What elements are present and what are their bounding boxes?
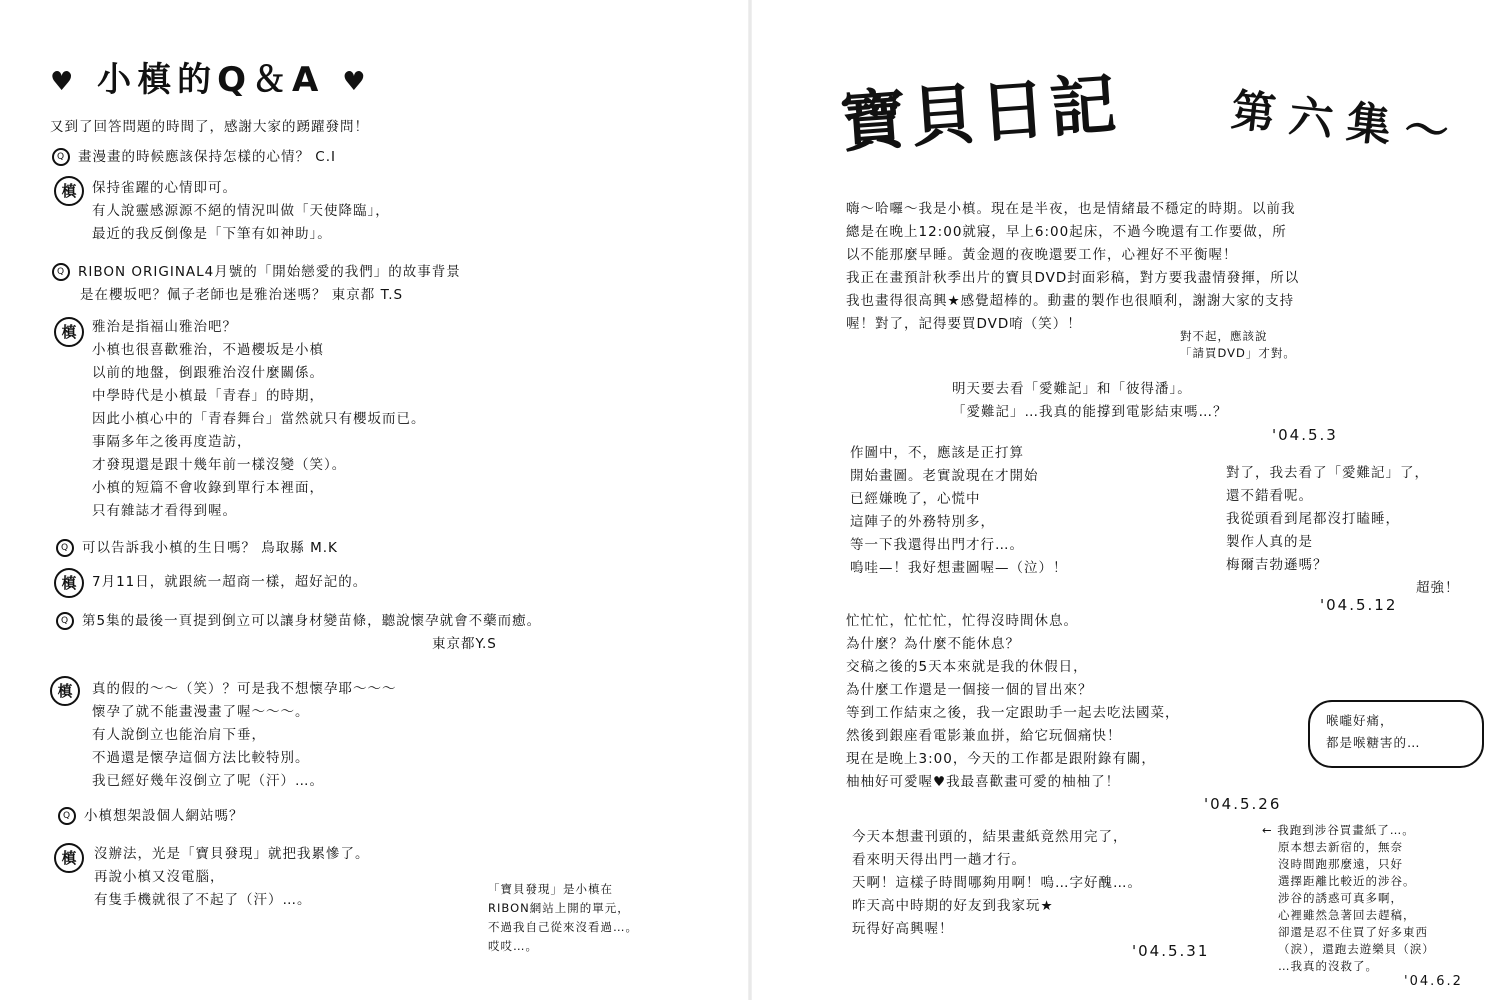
date-3: '04.5.26 xyxy=(1204,795,1282,813)
a-mark-icon: 槙 xyxy=(54,568,84,598)
qa-intro: 又到了回答問題的時間了，感謝大家的踴躍發問！ xyxy=(50,119,369,135)
diary-title-main: 寶貝日記 xyxy=(837,65,1123,162)
answer-1: 保持雀躍的心情即可。 有人說靈感源源不絕的情況叫做「天使降臨」， 最近的我反倒像是「下筆有如神助」。 xyxy=(92,180,390,242)
answer-5: 沒辦法，光是「寶貝發現」就把我累慘了。 再說小槙又沒電腦， 有隻手機就很了不起了（汗）…。 xyxy=(94,846,370,908)
diary-entry-1: 嗨～哈囉～我是小槙。現在是半夜，也是情緒最不穩定的時期。以前我 總是在晚上12:00就寢，早上6:00起床，不過今晚還有工作要做，所 以不能那麼早睡。黃金週的夜晚還要工作，心裡好不平衡喔！ 我正在畫預計秋季出片的寶貝DVD封面彩稿，對方要我盡情發揮，所以 我也畫得很高興★感覺超棒的。動畫的製作也很順利，謝謝大家的支持 喔！對了，記得要買DVD唷（笑）！ xyxy=(846,201,1300,332)
a-mark-icon: 槙 xyxy=(50,676,80,706)
diary-entry-3-right: 對了，我去看了「愛難記」了， 還不錯看呢。 我從頭看到尾都沒打瞌睡， 製作人真的是 梅爾吉勃遜嗎？ 超強！ xyxy=(1226,465,1460,596)
question-1: Q 畫漫畫的時候應該保持怎樣的心情？ C.I xyxy=(52,146,336,169)
date-5: '04.6.2 xyxy=(1404,974,1463,989)
side-note: 「寶貝發現」是小槙在 RIBON網站上開的單元， 不過我自己從來沒看過…。 哎哎…。 xyxy=(488,882,638,953)
q-mark-icon: Q xyxy=(58,807,76,825)
answer-2: 雅治是指福山雅治吧？ 小槙也很喜歡雅治，不過櫻坂是小槙 以前的地盤，倒跟雅治沒什麼關係。 中學時代是小槙最「青春」的時期， 因此小槙心中的「青春舞台」當然就只有櫻坂而已。 事隔多年之後再度造訪， 才發現還是跟十幾年前一樣沒變（笑）。 小槙的短篇不會收錄到單行本裡面， 只有雜誌才看得到喔。 xyxy=(92,319,426,519)
diary-title xyxy=(837,62,1490,172)
diary-entry-4: 忙忙忙，忙忙忙，忙得沒時間休息。 為什麼？為什麼不能休息？ 交稿之後的5天本來就是我的休假日， 為什麼工作還是一個接一個的冒出來？ 等到工作結束之後，我一定跟助手一起去吃法國菜， 然後到銀座看電影兼血拼，給它玩個痛快！ 現在是晚上3:00，今天的工作都是跟附錄有關， 柚柚好可愛喔♥我最喜歡畫可愛的柚柚了！ xyxy=(846,613,1180,790)
q-mark-icon: Q xyxy=(52,148,70,166)
qa-title xyxy=(50,58,372,104)
a-mark-icon: 槙 xyxy=(54,317,84,347)
date-1: '04.5.3 xyxy=(1272,426,1338,444)
diary-entry-6: ← 我跑到涉谷買畫紙了…。 原本想去新宿的，無奈 沒時間跑那麼遠，只好 選擇距離比較近的涉谷。 涉谷的誘惑可真多啊， 心裡雖然急著回去趕稿， 卻還是忍不住買了好多東西 （淚），還跑去遊樂貝（淚） …我真的沒救了。 xyxy=(1262,823,1435,973)
speech-bubble-text: 喉嚨好痛， 都是喉糖害的… xyxy=(1326,713,1421,750)
heart-icon: ♥ xyxy=(342,66,372,97)
q-mark-icon: Q xyxy=(56,612,74,630)
qa-title-text: 小槙的Q＆A xyxy=(97,60,325,100)
answer-4: 真的假的～～（笑）？可是我不想懷孕耶～～～ 懷孕了就不能畫漫畫了喔～～～。 有人說倒立也能治肩下垂， 不過還是懷孕這個方法比較特別。 我已經好幾年沒倒立了呢（汗）…。 xyxy=(92,681,397,789)
entry1-note: 對不起，應該說 「請買DVD」才對。 xyxy=(1180,329,1296,360)
diary-entry-3-left: 作圖中，不，應該是正打算 開始畫圖。老實說現在才開始 已經嫌晚了，心慌中 這陣子的外務特別多， 等一下我還得出門才行…。 嗚哇—！我好想畫圖喔—（泣）！ xyxy=(850,445,1068,576)
question-4: Q 第5集的最後一頁提到倒立可以讓身材變苗條，聽說懷孕就會不藥而癒。 東京都Y.S xyxy=(56,610,541,656)
q-mark-icon: Q xyxy=(56,539,74,557)
question-2: Q RIBON ORIGINAL4月號的「開始戀愛的我們」的故事背景 是在櫻坂吧？佩子老師也是雅治迷嗎？ 東京都 T.S xyxy=(52,261,461,307)
date-4: '04.5.31 xyxy=(1132,942,1210,960)
heart-icon: ♥ xyxy=(50,66,80,97)
diary-entry-2: 明天要去看「愛難記」和「彼得潘」。 「愛難記」…我真的能撐到電影結束嗎…？ xyxy=(952,381,1228,420)
answer-3: 7月11日，就跟統一超商一樣，超好記的。 xyxy=(92,574,368,590)
diary-entry-5: 今天本想畫刊頭的，結果畫紙竟然用完了， 看來明天得出門一趟才行。 天啊！這樣子時間哪夠用啊！嗚…字好醜…。 昨天高中時期的好友到我家玩★ 玩得好高興喔！ xyxy=(852,829,1142,937)
date-2: '04.5.12 xyxy=(1320,596,1398,614)
diary-title-sub: 第六集～ xyxy=(1228,85,1465,161)
a-mark-icon: 槙 xyxy=(54,176,84,206)
question-5: Q 小槙想架設個人網站嗎？ xyxy=(58,805,244,828)
a-mark-icon: 槙 xyxy=(54,843,84,873)
question-3: Q 可以告訴我小槙的生日嗎？ 鳥取縣 M.K xyxy=(56,537,338,560)
q-mark-icon: Q xyxy=(52,263,70,281)
